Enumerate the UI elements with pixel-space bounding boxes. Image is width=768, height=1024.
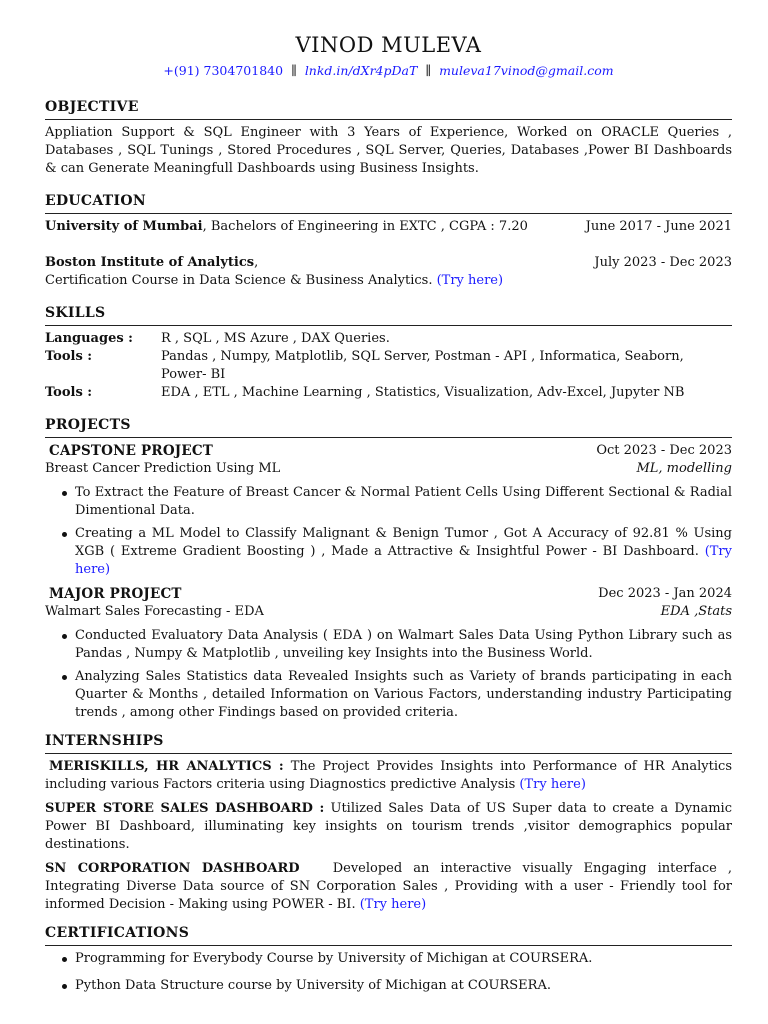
institution-name: Boston Institute of Analytics <box>45 255 255 270</box>
project-title: CAPSTONE PROJECT <box>49 443 214 459</box>
linkedin-link[interactable]: lnkd.in/dXr4pDaT <box>304 63 418 78</box>
contact-separator: ∥ <box>425 63 432 78</box>
section-heading: SKILLS <box>45 304 732 326</box>
skill-value: Pandas , Numpy, Matplotlib, SQL Server, Postman - API , Informatica, Seaborn, Power- BI <box>161 349 684 382</box>
internship-item <box>45 860 732 914</box>
bullet-item: Analyzing Sales Statistics data Revealed Insights such as Variety of brands participating in each Quarter & Months , detailed Information on Various Factors, understanding industry Participating trends , among other Findings based on provided criteria. <box>45 668 732 722</box>
bullet-item: Creating a ML Model to Classify Malignant & Benign Tumor , Got A Accuracy of 92.81 % Using XGB ( Extreme Gradient Boosting ) , Made a Attractive & Insightful Power - BI Dashboard. (Try here) <box>45 525 732 579</box>
contact-separator: ∥ <box>291 63 297 78</box>
section-heading: OBJECTIVE <box>45 98 732 120</box>
internship-item <box>45 800 732 854</box>
bullet-item: Conducted Evaluatory Data Analysis ( EDA ) on Walmart Sales Data Using Python Library such as Pandas , Numpy & Matplotlib , unveiling key Insights into the Business World. <box>45 627 732 663</box>
contact-line <box>45 62 732 80</box>
project-tags: EDA ,Stats <box>660 604 732 619</box>
objective-section <box>45 98 732 178</box>
section-heading: INTERNSHIPS <box>45 732 732 754</box>
resume-page <box>45 32 732 1001</box>
education-item <box>45 254 732 272</box>
internship-title: MERISKILLS, HR ANALYTICS : <box>49 759 284 774</box>
section-heading: CERTIFICATIONS <box>45 924 732 946</box>
education-detail: , <box>254 255 259 270</box>
skill-label: Tools : <box>45 385 93 400</box>
project-subtitle: Breast Cancer Prediction Using ML <box>45 461 281 476</box>
project-dates: Dec 2023 - Jan 2024 <box>598 586 732 601</box>
try-here-link[interactable]: (Try here) <box>519 777 586 792</box>
skill-label: Languages : <box>45 331 133 346</box>
projects-section <box>45 416 732 722</box>
project-title: MAJOR PROJECT <box>49 586 182 602</box>
education-item <box>45 218 732 236</box>
email-link[interactable]: muleva17vinod@gmail.com <box>439 63 614 78</box>
internship-text: Utilized Sales Data of US Super data to create a Dynamic Power BI Dashboard, illuminating key insights on tourism trends ,visitor demographics popular destinations. <box>45 801 732 852</box>
phone-link[interactable]: +(91) 7304701840 <box>163 63 284 78</box>
education-dates: July 2023 - Dec 2023 <box>594 255 732 270</box>
education-section <box>45 192 732 290</box>
section-heading: PROJECTS <box>45 416 732 438</box>
objective-text: Appliation Support & SQL Engineer with 3 Years of Experience, Worked on ORACLE Queries , Databases , SQL Tunings , Stored Procedures , SQL Server, Queries, Databases ,Power BI Dashboards & can Generate Meaningfull Dashboards using Business Insights. <box>45 125 732 176</box>
education-subline <box>45 272 732 290</box>
skills-section <box>45 304 732 402</box>
section-heading: EDUCATION <box>45 192 732 214</box>
skill-value: EDA , ETL , Machine Learning , Statistics, Visualization, Adv-Excel, Jupyter NB <box>161 385 685 400</box>
internship-text: The Project Provides Insights into Performance of HR Analytics including various Factors criteria using Diagnostics predictive Analysis <box>45 759 732 792</box>
try-here-link[interactable]: (Try here) <box>436 273 504 288</box>
internships-section <box>45 732 732 914</box>
project-item <box>45 442 732 579</box>
course-description: Certification Course in Data Science & Business Analytics. <box>45 273 433 288</box>
education-dates: June 2017 - June 2021 <box>585 219 732 234</box>
education-detail: , Bachelors of Engineering in EXTC , CGPA : 7.20 <box>202 219 528 234</box>
internship-text: Developed an interactive visually Engaging interface , Integrating Diverse Data source of SN Corporation Sales , Providing with a user - Friendly tool for informed Decision - Making using POWER - BI. <box>45 861 732 912</box>
project-tags: ML, modelling <box>636 461 732 476</box>
project-subtitle: Walmart Sales Forecasting - EDA <box>45 604 264 619</box>
internship-title: SUPER STORE SALES DASHBOARD : <box>45 801 325 816</box>
candidate-name: VINOD MULEVA <box>295 33 482 57</box>
bullet-item: To Extract the Feature of Breast Cancer & Normal Patient Cells Using Different Sectional & Radial Dimentional Data. <box>45 484 732 520</box>
certification-list <box>45 950 732 995</box>
try-here-link[interactable]: (Try here) <box>359 897 427 912</box>
certifications-section <box>45 924 732 995</box>
project-item <box>45 585 732 722</box>
certification-item: Python Data Structure course by University of Michigan at COURSERA. <box>45 977 732 995</box>
project-bullets <box>45 627 732 722</box>
skills-table <box>45 330 732 402</box>
skill-value: R , SQL , MS Azure , DAX Queries. <box>161 331 390 346</box>
try-here-link[interactable]: (Try here) <box>75 544 732 577</box>
institution-name: University of Mumbai <box>45 219 203 234</box>
internship-title: SN CORPORATION DASHBOARD <box>45 861 300 876</box>
project-bullets <box>45 484 732 579</box>
project-dates: Oct 2023 - Dec 2023 <box>596 443 732 458</box>
internship-item <box>45 758 732 794</box>
skill-label: Tools : <box>45 349 93 364</box>
certification-item: Programming for Everybody Course by University of Michigan at COURSERA. <box>45 950 732 968</box>
